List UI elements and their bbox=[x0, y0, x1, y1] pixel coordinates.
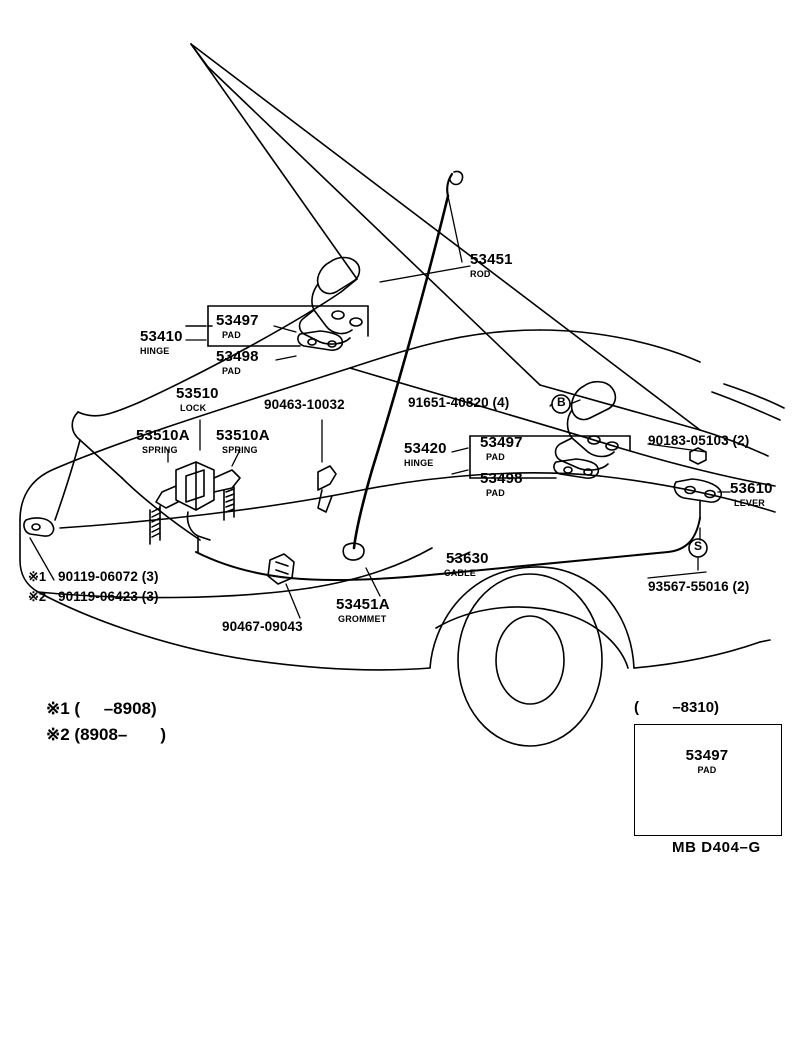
footnote-ref-1: ※1 bbox=[28, 569, 47, 584]
part-code-53610: 53610 bbox=[730, 480, 773, 497]
part-code-53630: 53630 bbox=[446, 550, 489, 567]
part-sub-53510: LOCK bbox=[180, 403, 207, 413]
inset-panel bbox=[634, 724, 782, 836]
part-sub-53497-top: PAD bbox=[222, 330, 241, 340]
inset-date-range: ( –8310) bbox=[634, 699, 720, 716]
footnote-partnumber-2: 90119-06423 (3) bbox=[58, 589, 159, 604]
part-code-53510a-right: 53510A bbox=[216, 427, 270, 444]
part-sub-53420: HINGE bbox=[404, 458, 434, 468]
part-sub-53510a-right: SPRING bbox=[222, 445, 258, 455]
part-code-53510: 53510 bbox=[176, 385, 219, 402]
part-code-53410: 53410 bbox=[140, 328, 183, 345]
part-sub-53610: LEVER bbox=[734, 498, 766, 508]
part-code-53510a-left: 53510A bbox=[136, 427, 190, 444]
part-sub-53451: ROD bbox=[470, 269, 491, 279]
part-sub-53497-right: PAD bbox=[486, 452, 505, 462]
partnumber-91651-40820: 91651-40820 (4) bbox=[408, 395, 510, 410]
partnumber-93567-55016: 93567-55016 (2) bbox=[648, 579, 750, 594]
footnote-ref-2: ※2 bbox=[28, 589, 47, 604]
part-code-53451: 53451 bbox=[470, 251, 513, 268]
part-code-53420: 53420 bbox=[404, 440, 447, 457]
part-code-53498-right: 53498 bbox=[480, 470, 523, 487]
part-code-53497-right: 53497 bbox=[480, 434, 523, 451]
part-sub-53410: HINGE bbox=[140, 346, 170, 356]
inset-part-sub: PAD bbox=[697, 765, 717, 775]
part-sub-53451a: GROMMET bbox=[338, 614, 387, 624]
part-sub-53630: CABLE bbox=[444, 568, 476, 578]
part-code-53451a: 53451A bbox=[336, 596, 390, 613]
callout-letter-s: S bbox=[694, 539, 703, 553]
part-code-53498-top: 53498 bbox=[216, 348, 259, 365]
callout-letter-b: B bbox=[557, 395, 566, 409]
inset-part-code: 53497 bbox=[685, 747, 729, 764]
part-code-53497-top: 53497 bbox=[216, 312, 259, 329]
date-note-2: ※2 (8908– ) bbox=[46, 725, 167, 744]
sheet-label: MB D404–G bbox=[672, 839, 761, 856]
partnumber-90463-10032: 90463-10032 bbox=[264, 397, 345, 412]
part-sub-53510a-left: SPRING bbox=[142, 445, 178, 455]
partnumber-90467-09043: 90467-09043 bbox=[222, 619, 303, 634]
partnumber-90183-05103: 90183-05103 (2) bbox=[648, 433, 750, 448]
date-note-1: ※1 ( –8908) bbox=[46, 699, 157, 718]
part-sub-53498-right: PAD bbox=[486, 488, 505, 498]
part-sub-53498-top: PAD bbox=[222, 366, 241, 376]
footnote-partnumber-1: 90119-06072 (3) bbox=[58, 569, 159, 584]
